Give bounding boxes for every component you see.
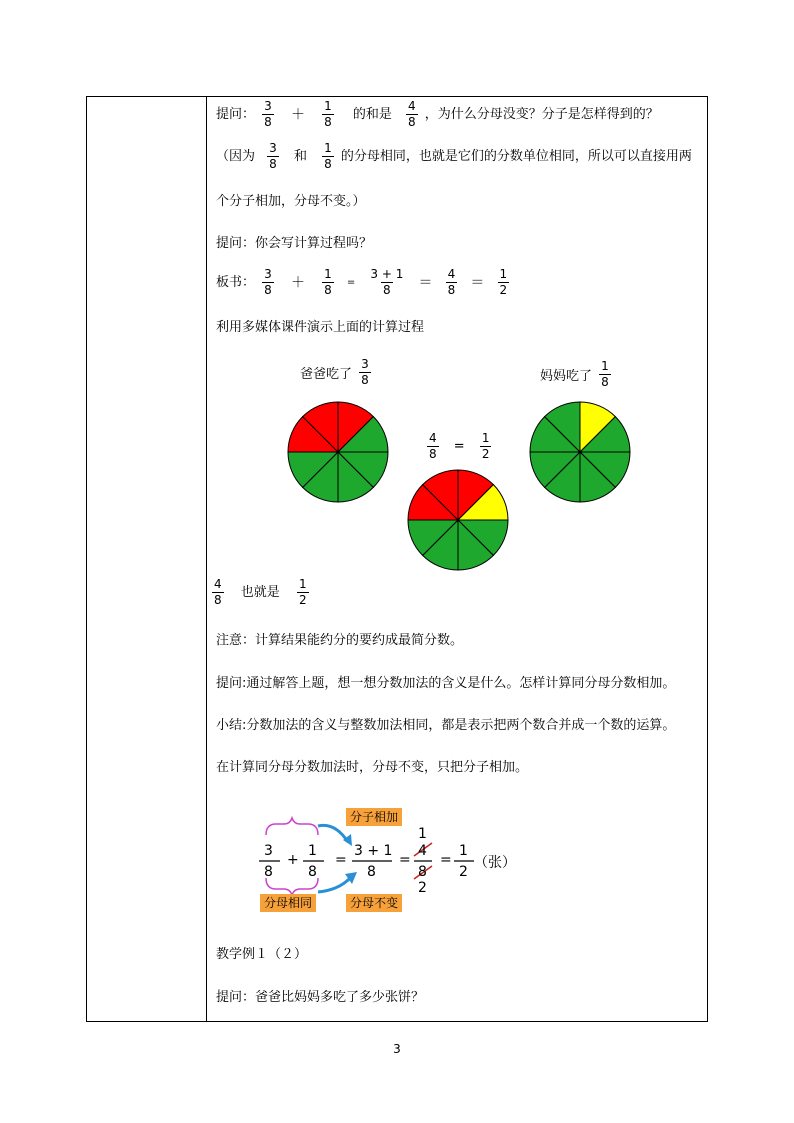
q1-prefix: 提问：: [216, 106, 256, 122]
equals-sign: ＝: [470, 274, 485, 291]
diag-struck-num: 4: [418, 843, 427, 859]
page-number: 3: [393, 1042, 401, 1056]
diag-sum-den: 8: [367, 864, 376, 880]
summary-line-2: 在计算同分母分数加法时，分母不变，只把分子相加。: [216, 760, 529, 775]
board-label: 板书：: [216, 274, 256, 290]
summary-line-1: 小结:分数加法的含义与整数加法相同，都是表示把两个数合并成一个数的运算。: [216, 718, 676, 733]
fraction-1-2: $\frac{1}{2}$: [499, 267, 508, 297]
diag-sum-num: 3 + 1: [354, 843, 393, 859]
diag-plus: +: [287, 852, 299, 868]
diag-num-3: 3: [264, 843, 273, 859]
question-2: 提问：你会写计算过程吗？: [216, 236, 373, 251]
top-brace: [266, 818, 318, 835]
tag-add-numerators: 分子相加: [346, 808, 402, 826]
equals-sign: ＝: [418, 274, 433, 291]
plus-sign: ＋: [290, 274, 305, 291]
fraction-3-8: $\frac{3}{8}$: [264, 99, 272, 129]
fraction-sum: $\frac{3 + 1}{8}$: [370, 267, 404, 297]
arrow-top: [318, 825, 348, 842]
question-3: 提问:通过解答上题，想一想分数加法的含义是什么。怎样计算同分母分数相加。: [216, 676, 676, 691]
reason-line-2: 个分子相加，分母不变。）: [216, 194, 366, 209]
fraction-3-8: $\frac{3}{8}$: [264, 267, 272, 297]
tag-same-denominator: 分母相同: [260, 894, 316, 912]
fraction-4-8: $\frac{4}{8}$: [214, 577, 222, 607]
fraction-1-2: $\frac{1}{2}$: [481, 431, 490, 461]
equals-sign: =: [346, 276, 356, 288]
arrow-bottom: [318, 876, 352, 892]
fraction-1-8: $\frac{1}{8}$: [324, 141, 332, 171]
diag-den-8: 8: [264, 864, 273, 880]
fraction-1-2: $\frac{1}{2}$: [298, 577, 307, 607]
bottom-brace: [266, 878, 318, 895]
diag-equals: =: [399, 852, 411, 868]
diag-equals: =: [440, 852, 452, 868]
fraction-4-8: $\frac{4}{8}$: [447, 267, 456, 297]
reason-a: （因为: [216, 148, 256, 164]
tag-denominator-unchanged: 分母不变: [346, 894, 402, 912]
fraction-1-8: $\frac{1}{8}$: [601, 359, 609, 389]
fraction-1-8: $\frac{1}{8}$: [324, 99, 332, 129]
fraction-1-8: $\frac{1}{8}$: [324, 267, 332, 297]
example-heading: 教学例１（２）: [216, 947, 308, 962]
diag-struck-den: 8: [418, 864, 427, 880]
question-4: 提问：爸爸比妈妈多吃了多少张饼？: [216, 990, 425, 1005]
note-line: 注意：计算结果能约分的要约成最简分数。: [216, 633, 464, 648]
diag-num-1: 1: [308, 843, 317, 859]
demo-line: 利用多媒体课件演示上面的计算过程: [216, 320, 425, 335]
equals-sign: =: [453, 439, 465, 454]
diag-reduced-num: 1: [418, 826, 427, 842]
diag-unit: （张）: [474, 855, 516, 871]
fraction-3-8: $\frac{3}{8}$: [269, 141, 277, 171]
dad-caption-text: 爸爸吃了: [300, 367, 353, 382]
q1-mid: 的和是: [352, 106, 392, 122]
diag-den-8: 8: [308, 864, 317, 880]
diag-half-num: 1: [459, 843, 468, 859]
reason-b: 的分母相同，也就是它们的分数单位相同，所以可以直接用两: [340, 148, 692, 164]
fraction-3-8: $\frac{3}{8}$: [361, 357, 369, 387]
fraction-4-8: $\frac{4}{8}$: [408, 99, 416, 129]
plus-sign: ＋: [290, 106, 305, 123]
diag-equals: =: [335, 852, 347, 868]
also-is-text: 也就是: [240, 584, 280, 600]
diag-reduced-den: 2: [418, 880, 427, 896]
fraction-4-8: $\frac{4}{8}$: [429, 431, 437, 461]
mom-caption-text: 妈妈吃了: [540, 369, 593, 384]
q1-suffix: ，为什么分母没变？分子是怎样得到的？: [424, 106, 659, 122]
reason-and: 和: [293, 148, 307, 164]
diag-half-den: 2: [459, 864, 468, 880]
